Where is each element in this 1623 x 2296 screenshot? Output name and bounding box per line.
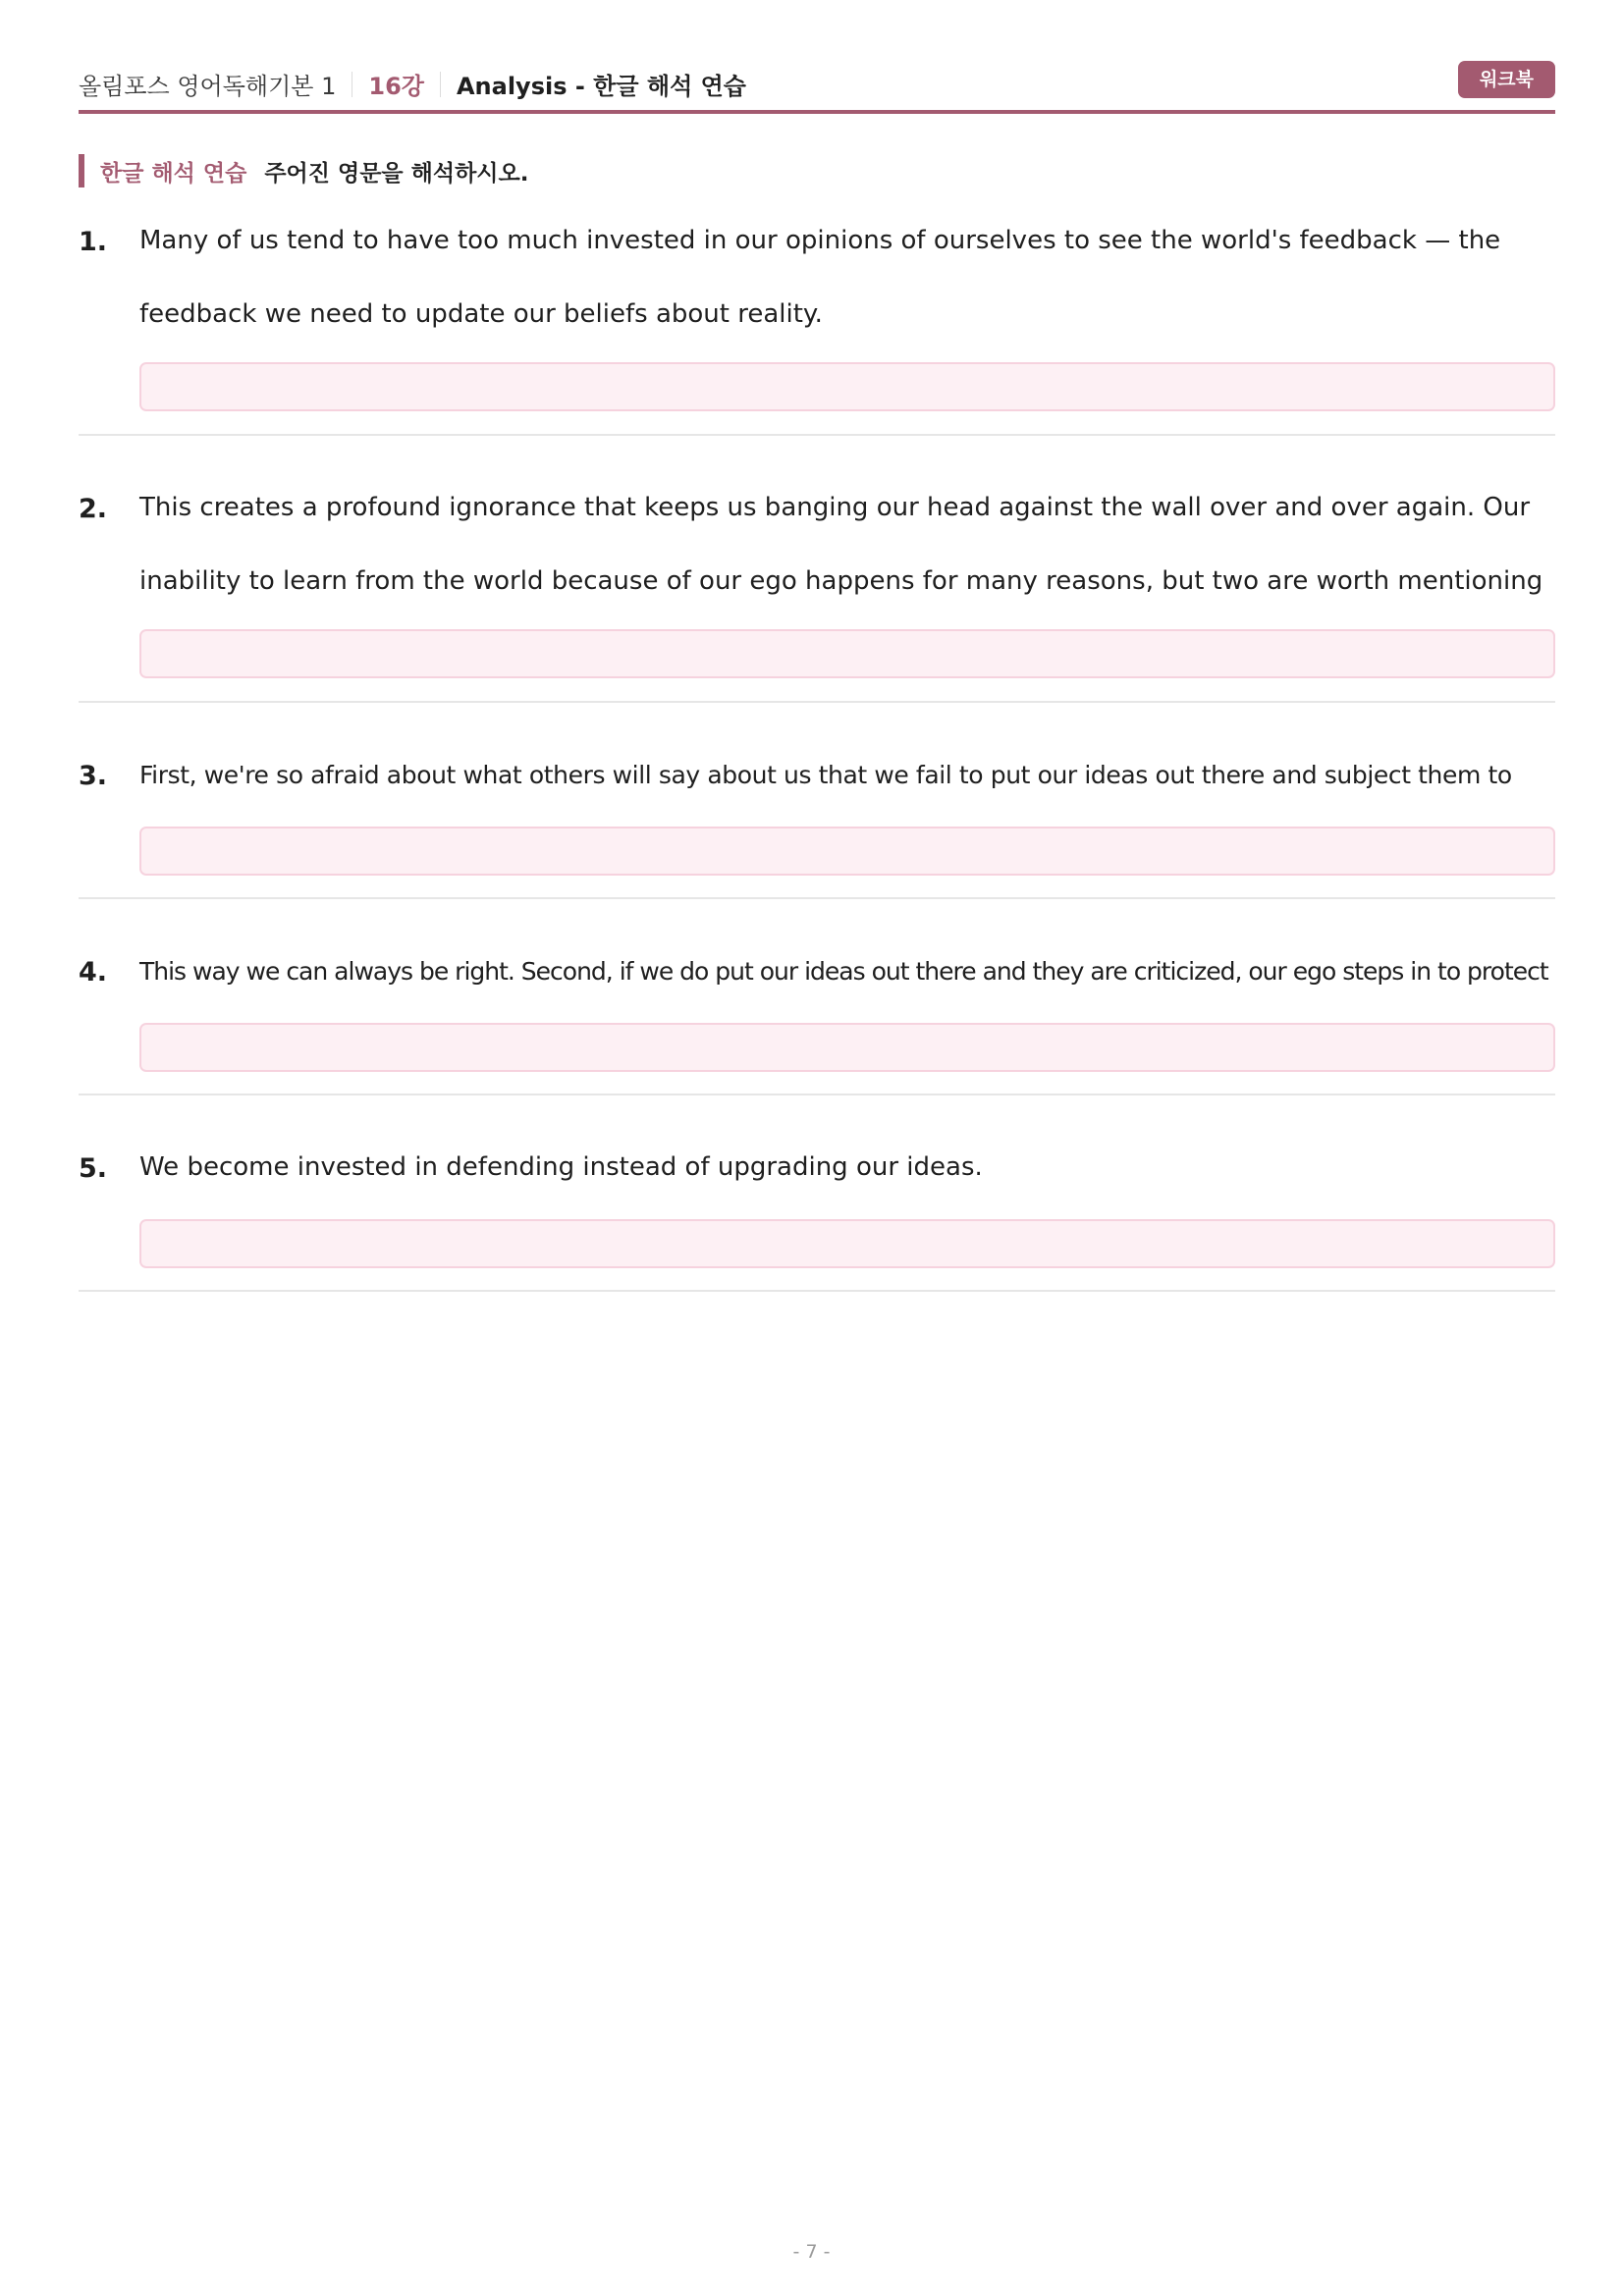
question-number: 4. (79, 957, 108, 988)
answer-field[interactable] (139, 362, 1555, 411)
section-heading (79, 154, 528, 187)
answer-field[interactable] (139, 1219, 1555, 1268)
question-item (79, 1131, 1555, 1292)
question-item (79, 204, 1555, 436)
question-number: 3. (79, 761, 108, 791)
section-label: 한글 해석 연습 (100, 160, 247, 187)
section-instruction: 주어진 영문을 해석하시오. (264, 160, 529, 187)
question-text: We become invested in defending instead of upgrading our ideas. (139, 1152, 983, 1182)
question-number: 2. (79, 494, 108, 524)
question-item (79, 471, 1555, 703)
workbook-badge: 워크북 (1458, 61, 1555, 98)
question-text: Many of us tend to have too much invested in our opinions of ourselves to see the world's feedback — the feedback we need to update our beliefs about reality. (139, 226, 1501, 329)
book-title: 올림포스 영어독해기본 1 (79, 73, 337, 100)
question-text: First, we're so afraid about what others will say about us that we fail to put our ideas out there and subject them to (139, 761, 1512, 789)
page-header (79, 61, 1555, 114)
question-item (79, 934, 1555, 1095)
question-item (79, 738, 1555, 899)
question-text: This way we can always be right. Second, if we do put our ideas out there and they are criticized, our ego steps in to protect (139, 957, 1548, 986)
lesson-number: 16강 (368, 73, 424, 100)
answer-field[interactable] (139, 629, 1555, 678)
question-number: 5. (79, 1153, 108, 1184)
question-number: 1. (79, 227, 108, 257)
question-text: This creates a profound ignorance that keeps us banging our head against the wall over and over again. Our inability to learn from the world because of our ego happens for many reasons, but two are worth mentioning (139, 493, 1543, 596)
header-divider (440, 72, 441, 97)
answer-field[interactable] (139, 827, 1555, 876)
worksheet-title: Analysis - 한글 해석 연습 (456, 73, 746, 100)
answer-field[interactable] (139, 1023, 1555, 1072)
header-info (79, 67, 746, 101)
page-number: - 7 - (792, 2241, 831, 2263)
